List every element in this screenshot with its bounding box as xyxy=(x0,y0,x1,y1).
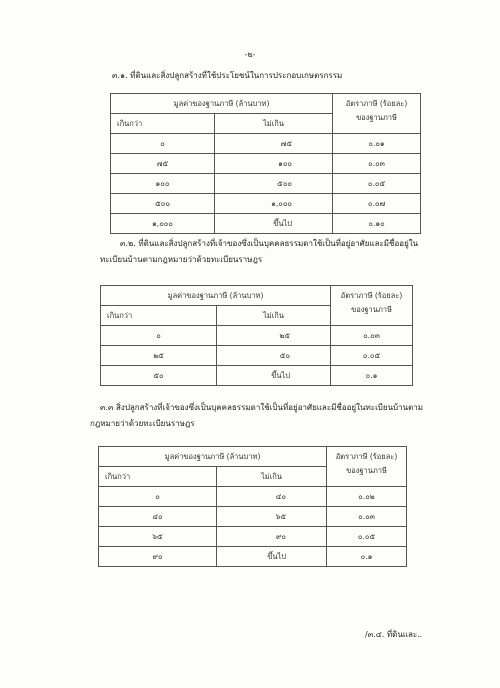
cell-more-than: ๑๐๐ xyxy=(111,174,215,194)
rate-header-line1: อัตราภาษี (ร้อยละ) xyxy=(340,291,403,300)
cell-more-than: ๒๕ xyxy=(101,346,217,366)
cell-rate: ๐.๑๐ xyxy=(333,214,421,234)
heading-line: ทะเบียนบ้านตามกฎหมายว่าด้วยทะเบียนราษฎร xyxy=(100,255,263,264)
table-row xyxy=(99,507,407,527)
continuation-note: /๓.๔. ที่ดินและ.. xyxy=(365,630,423,639)
table-header-row xyxy=(99,447,407,467)
table-header-row xyxy=(101,286,413,306)
not-exceeding-header: ไม่เกิน xyxy=(215,114,333,134)
cell-not-exceeding: ๖๕ xyxy=(217,507,327,527)
cell-not-exceeding: ๒๕ xyxy=(217,326,331,346)
cell-not-exceeding: ๕๐๐ xyxy=(215,174,333,194)
cell-rate: ๐.๐๓ xyxy=(331,326,413,346)
value-group-header: มูลค่าของฐานภาษี (ล้านบาท) xyxy=(99,447,327,467)
value-group-header: มูลค่าของฐานภาษี (ล้านบาท) xyxy=(111,94,333,114)
cell-more-than: ๑,๐๐๐ xyxy=(111,214,215,234)
more-than-header: เกินกว่า xyxy=(111,114,215,134)
tax-table-3-3 xyxy=(98,446,407,567)
cell-not-exceeding: ๙๐ xyxy=(217,527,327,547)
table-row xyxy=(99,527,407,547)
cell-more-than: ๔๐ xyxy=(99,507,217,527)
cell-not-exceeding: ๑๐๐ xyxy=(215,154,333,174)
table-row xyxy=(111,194,421,214)
cell-more-than: ๐ xyxy=(99,487,217,507)
cell-rate: ๐.๐๓ xyxy=(333,154,421,174)
table-row xyxy=(101,326,413,346)
table-row xyxy=(101,366,413,386)
table-row xyxy=(111,174,421,194)
tax-table-3-2 xyxy=(100,285,413,386)
cell-more-than: ๐ xyxy=(101,326,217,346)
heading-line: ๓.๑. ที่ดินและสิ่งปลูกสร้างที่ใช้ประโยชน์ในการประกอบเกษตรกรรม xyxy=(112,71,343,80)
heading-line: ๓.๒. ที่ดินและสิ่งปลูกสร้างที่เจ้าของซึ่งเป็นบุคคลธรรมดาใช้เป็นที่อยู่อาศัยและมีชื่ออยู่ใน xyxy=(120,239,419,248)
table-row xyxy=(111,154,421,174)
cell-rate: ๐.๐๕ xyxy=(333,174,421,194)
cell-not-exceeding: ๗๕ xyxy=(215,134,333,154)
cell-not-exceeding: ๔๐ xyxy=(217,487,327,507)
section-3-1-heading xyxy=(112,68,342,84)
page-number: -๒- xyxy=(244,50,256,59)
cell-more-than: ๙๐ xyxy=(99,547,217,567)
table-row xyxy=(111,134,421,154)
rate-header-line2: ของฐานภาษี xyxy=(346,466,387,475)
cell-more-than: ๐ xyxy=(111,134,215,154)
rate-header-line2: ของฐานภาษี xyxy=(351,305,392,314)
tax-table-3-1 xyxy=(110,93,421,234)
cell-not-exceeding: ขึ้นไป xyxy=(217,547,327,567)
cell-more-than: ๕๐๐ xyxy=(111,194,215,214)
more-than-header: เกินกว่า xyxy=(101,306,217,326)
section-3-2-heading xyxy=(100,236,418,268)
cell-rate: ๐.๑ xyxy=(331,366,413,386)
cell-rate: ๐.๐๒ xyxy=(327,487,407,507)
cell-rate: ๐.๐๕ xyxy=(331,346,413,366)
rate-header xyxy=(333,94,421,134)
cell-rate: ๐.๐๗ xyxy=(333,194,421,214)
section-3-3-heading xyxy=(90,400,423,432)
table-row xyxy=(99,547,407,567)
heading-line: กฎหมายว่าด้วยทะเบียนราษฎร xyxy=(90,419,195,428)
cell-more-than: ๕๐ xyxy=(101,366,217,386)
cell-rate: ๐.๐๑ xyxy=(333,134,421,154)
cell-not-exceeding: ๑,๐๐๐ xyxy=(215,194,333,214)
table-row xyxy=(101,346,413,366)
table-row xyxy=(99,487,407,507)
rate-header-line1: อัตราภาษี (ร้อยละ) xyxy=(345,99,408,108)
heading-line: ๓.๓ สิ่งปลูกสร้างที่เจ้าของซึ่งเป็นบุคคลธรรมดาใช้เป็นที่อยู่อาศัยและมีชื่ออยู่ในทะเบียนบ้านตาม xyxy=(100,403,424,412)
cell-not-exceeding: ขึ้นไป xyxy=(217,366,331,386)
cell-more-than: ๖๕ xyxy=(99,527,217,547)
rate-header-line1: อัตราภาษี (ร้อยละ) xyxy=(335,452,398,461)
cell-not-exceeding: ขึ้นไป xyxy=(215,214,333,234)
cell-not-exceeding: ๕๐ xyxy=(217,346,331,366)
table-header-row xyxy=(111,94,421,114)
rate-header xyxy=(327,447,407,487)
value-group-header: มูลค่าของฐานภาษี (ล้านบาท) xyxy=(101,286,331,306)
cell-rate: ๐.๑ xyxy=(327,547,407,567)
not-exceeding-header: ไม่เกิน xyxy=(217,467,327,487)
cell-rate: ๐.๐๓ xyxy=(327,507,407,527)
table-row xyxy=(111,214,421,234)
not-exceeding-header: ไม่เกิน xyxy=(217,306,331,326)
rate-header-line2: ของฐานภาษี xyxy=(356,113,397,122)
cell-more-than: ๗๕ xyxy=(111,154,215,174)
more-than-header: เกินกว่า xyxy=(99,467,217,487)
cell-rate: ๐.๐๕ xyxy=(327,527,407,547)
rate-header xyxy=(331,286,413,326)
